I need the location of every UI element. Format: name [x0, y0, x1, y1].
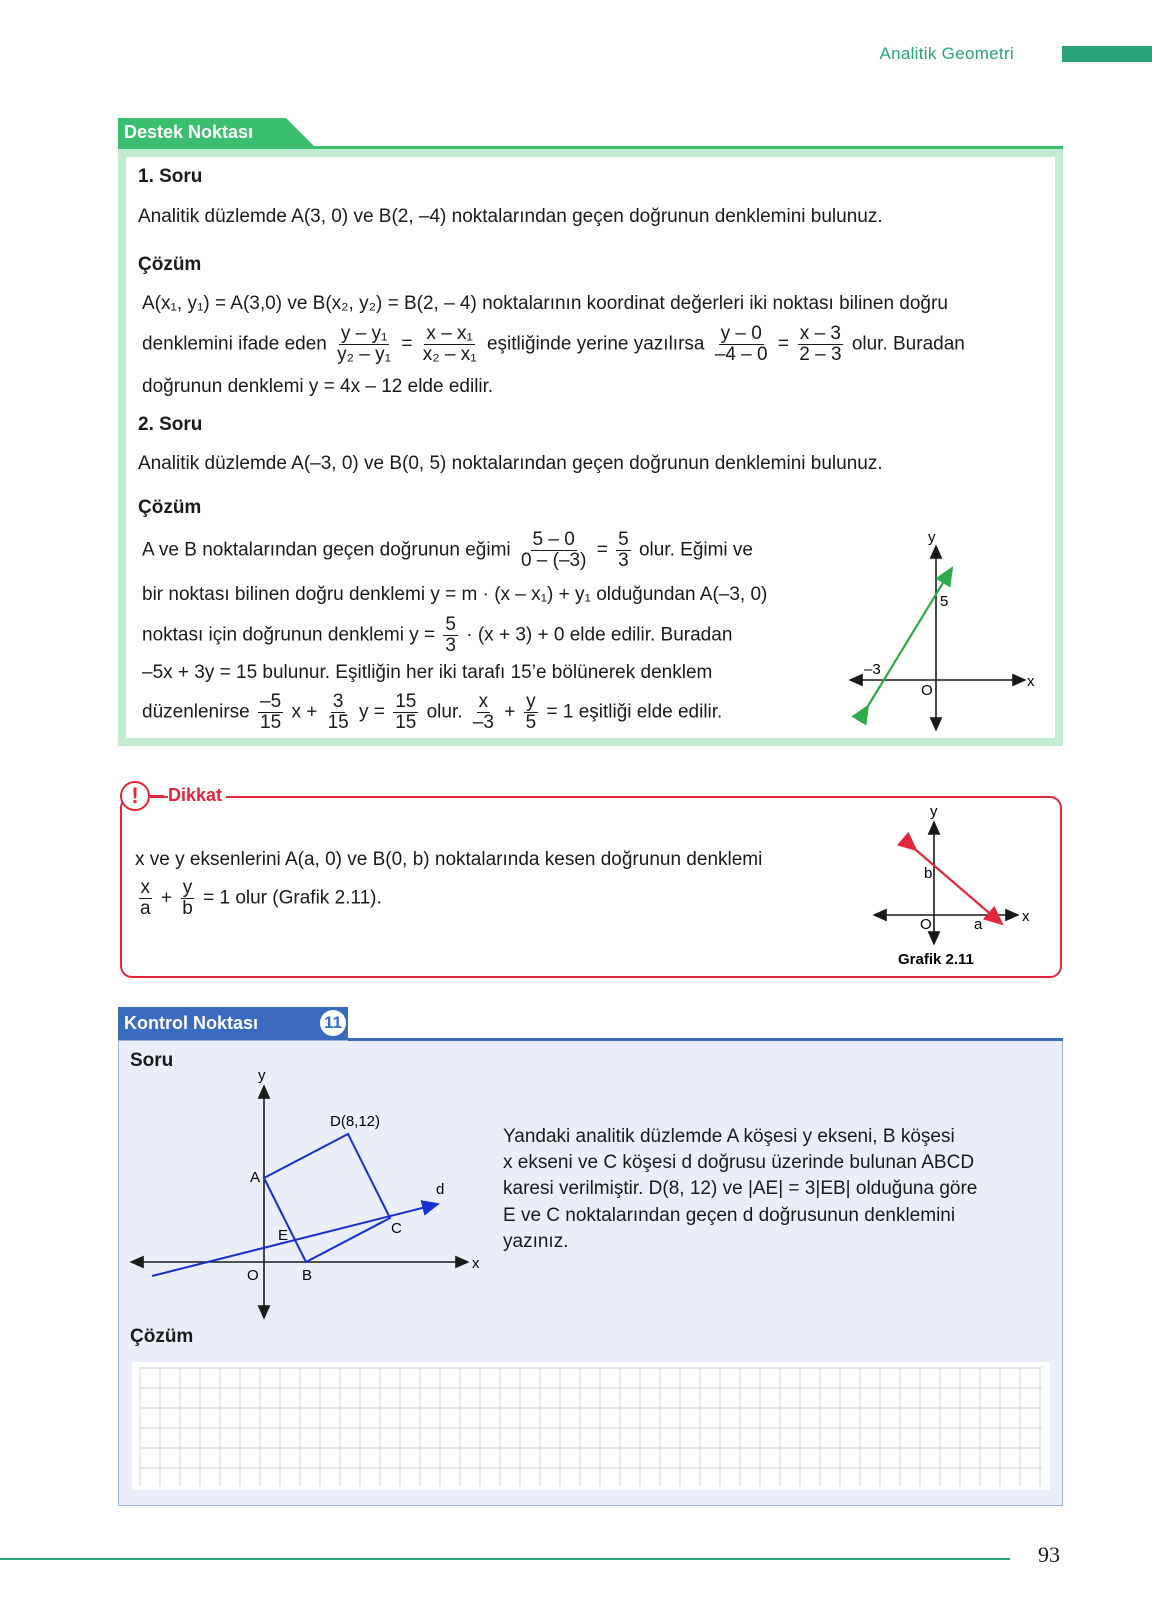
- kontrol-graph-d: d: [436, 1181, 445, 1198]
- q2-graph-y-int: 5: [940, 593, 949, 610]
- q2-frac-l3: $\frac{5}{3}$: [445, 614, 456, 656]
- q1-solution-title: Çözüm: [138, 254, 202, 275]
- q2-l5-y: y =: [359, 701, 385, 723]
- kontrol-number-badge: 11: [318, 1008, 348, 1038]
- q2-line1: [142, 530, 753, 571]
- q2-graph-x-int: –3: [864, 661, 881, 678]
- kontrol-tab-label: Kontrol Noktası: [124, 1013, 259, 1033]
- kontrol-graph-origin: O: [247, 1267, 259, 1284]
- q2-text: Analitik düzlemde A(–3, 0) ve B(0, 5) noktalarından geçen doğrunun denklemini bulunuz.: [138, 453, 883, 474]
- dikkat-graph-b: b: [924, 865, 933, 882]
- warning-icon: !: [120, 781, 150, 811]
- kontrol-graph-A: A: [250, 1169, 261, 1186]
- q2-frac-l5-1: $\frac{-5}{15}$: [260, 691, 282, 733]
- dikkat-frac-xa: $\frac{x}{a}$: [140, 877, 151, 919]
- q1-frac4: $\frac{x - 3}{2 - 3}$: [799, 323, 842, 365]
- dikkat-graph-caption: Grafik 2.11: [898, 951, 974, 968]
- kontrol-line-d: [152, 1204, 438, 1276]
- kontrol-graph-D: D(8,12): [330, 1113, 381, 1130]
- q2-l5-c: = 1 eşitliği elde edilir.: [546, 701, 723, 723]
- q1-frac3: $\frac{y - 0}{-4 - 0}$: [714, 323, 768, 365]
- dikkat-dash: [150, 795, 164, 797]
- q2-l5-a: düzenlenirse: [142, 701, 250, 723]
- footer-line: [0, 1558, 1010, 1560]
- q1-line2: [142, 324, 965, 365]
- q1-line3: doğrunun denklemi y = 4x – 12 elde edilir.: [142, 376, 494, 397]
- q1-line1: A(x₁, y₁) = A(3,0) ve B(x₂, y₂) = B(2, – 4) noktalarının koordinat değerleri iki noktası bilinen doğru: [142, 293, 948, 314]
- q2-frac-slope: $\frac{5 - 0}{0 - (-3)}$: [520, 529, 587, 571]
- q2-l5-plus: +: [504, 701, 516, 723]
- q2-frac-l5-3: $\frac{15}{15}$: [395, 691, 417, 733]
- q2-l1-eq: =: [596, 539, 608, 561]
- dikkat-graph-a: a: [974, 916, 983, 933]
- q2-frac-l5-4: $\frac{x}{-3}$: [472, 691, 494, 733]
- q2-graph-origin: O: [921, 682, 933, 699]
- kontrol-text-1: Yandaki analitik düzlemde A köşesi y ekseni, B köşesi: [503, 1126, 955, 1147]
- q1-line2-b: eşitliğinde yerine yazılırsa: [486, 333, 705, 355]
- kontrol-text-4: E ve C noktalarından geçen d doğrusunun denklemini: [503, 1205, 956, 1226]
- kontrol-tab: [118, 1007, 348, 1040]
- q2-l3-a: noktası için doğrunun denklemi y =: [142, 624, 436, 646]
- kontrol-graph-C: C: [391, 1220, 402, 1237]
- q2-l1-a: A ve B noktalarından geçen doğrunun eğimi: [142, 539, 511, 561]
- q2-l5-b: olur.: [426, 701, 463, 723]
- destek-tab: [118, 118, 318, 148]
- dikkat-line: [916, 850, 1002, 924]
- q2-frac-l5-5: $\frac{y}{5}$: [525, 691, 537, 733]
- q1-eq: =: [401, 333, 413, 355]
- q2-line2: bir noktası bilinen doğru denklemi y = m · (x – x₁) + y₁ olduğundan A(–3, 0): [142, 584, 768, 605]
- dikkat-graph-y-label: y: [930, 803, 938, 820]
- kontrol-soru-title: Soru: [130, 1050, 174, 1071]
- q1-frac2: $\frac{\text{x – x₁}}{\text{x₂ – x₁}}$: [422, 323, 477, 365]
- q1-text: Analitik düzlemde A(3, 0) ve B(2, –4) noktalarından geçen doğrunun denklemini bulunuz.: [138, 206, 883, 227]
- q2-graph-y-label: y: [928, 529, 936, 546]
- dikkat-frac-yb: $\frac{y}{b}$: [182, 877, 193, 919]
- kontrol-solution-title: Çözüm: [130, 1326, 194, 1347]
- dikkat-line2: [135, 878, 382, 919]
- dikkat-graph-origin: O: [920, 916, 932, 933]
- q2-line3: [142, 615, 732, 656]
- q1-frac1: $\frac{\text{y – y₁}}{\text{y₂ – y₁}}$: [337, 323, 392, 365]
- destek-tab-label: Destek Noktası: [124, 122, 254, 142]
- q2-l3-b: · (x + 3) + 0 elde edilir. Buradan: [466, 624, 733, 646]
- dikkat-line2-text: = 1 olur (Grafik 2.11).: [203, 887, 382, 909]
- q2-l1-b: olur. Eğimi ve: [638, 539, 753, 561]
- q2-graph-x-label: x: [1027, 673, 1035, 690]
- q1-line2-a: denklemini ifade eden: [142, 333, 327, 355]
- q2-frac-53: $\frac{5}{3}$: [618, 529, 629, 571]
- q2-graph: [840, 526, 1040, 736]
- kontrol-line: [348, 1038, 1063, 1041]
- kontrol-graph-x-label: x: [472, 1255, 480, 1272]
- q2-l5-x: x +: [291, 701, 318, 723]
- kontrol-text-5: yazınız.: [503, 1231, 569, 1252]
- dikkat-graph-x-label: x: [1022, 908, 1030, 925]
- q2-solution-title: Çözüm: [138, 497, 202, 518]
- q1-line2-c: olur. Buradan: [851, 333, 965, 355]
- q1-eq2: =: [777, 333, 789, 355]
- kontrol-graph: [126, 1072, 486, 1322]
- q2-title: 2. Soru: [138, 414, 203, 435]
- dikkat-line1: x ve y eksenlerini A(a, 0) ve B(0, b) noktalarında kesen doğrunun denklemi: [135, 849, 763, 870]
- page-number: 93: [1038, 1542, 1060, 1567]
- q1-title: 1. Soru: [138, 166, 203, 187]
- kontrol-text-3: karesi verilmiştir. D(8, 12) ve |AE| = 3|EB| olduğuna göre: [503, 1178, 978, 1199]
- chapter-bar: [1062, 46, 1152, 62]
- answer-grid[interactable]: [132, 1362, 1050, 1490]
- kontrol-graph-y-label: y: [258, 1072, 266, 1084]
- dikkat-plus: +: [160, 887, 172, 909]
- kontrol-graph-B: B: [302, 1267, 313, 1284]
- chapter-title: Analitik Geometri: [879, 44, 1014, 63]
- kontrol-text-2: x ekseni ve C köşesi d doğrusu üzerinde bulunan ABCD: [503, 1152, 975, 1173]
- q2-frac-l5-2: $\frac{3}{15}$: [327, 691, 349, 733]
- q2-line5: [142, 692, 722, 733]
- q2-line: [868, 568, 952, 706]
- dikkat-label: Dikkat: [168, 785, 226, 806]
- dikkat-graph: [868, 800, 1048, 970]
- q2-line4: –5x + 3y = 15 bulunur. Eşitliğin her iki tarafı 15’e bölünerek denklem: [142, 662, 713, 683]
- kontrol-graph-E: E: [278, 1227, 289, 1244]
